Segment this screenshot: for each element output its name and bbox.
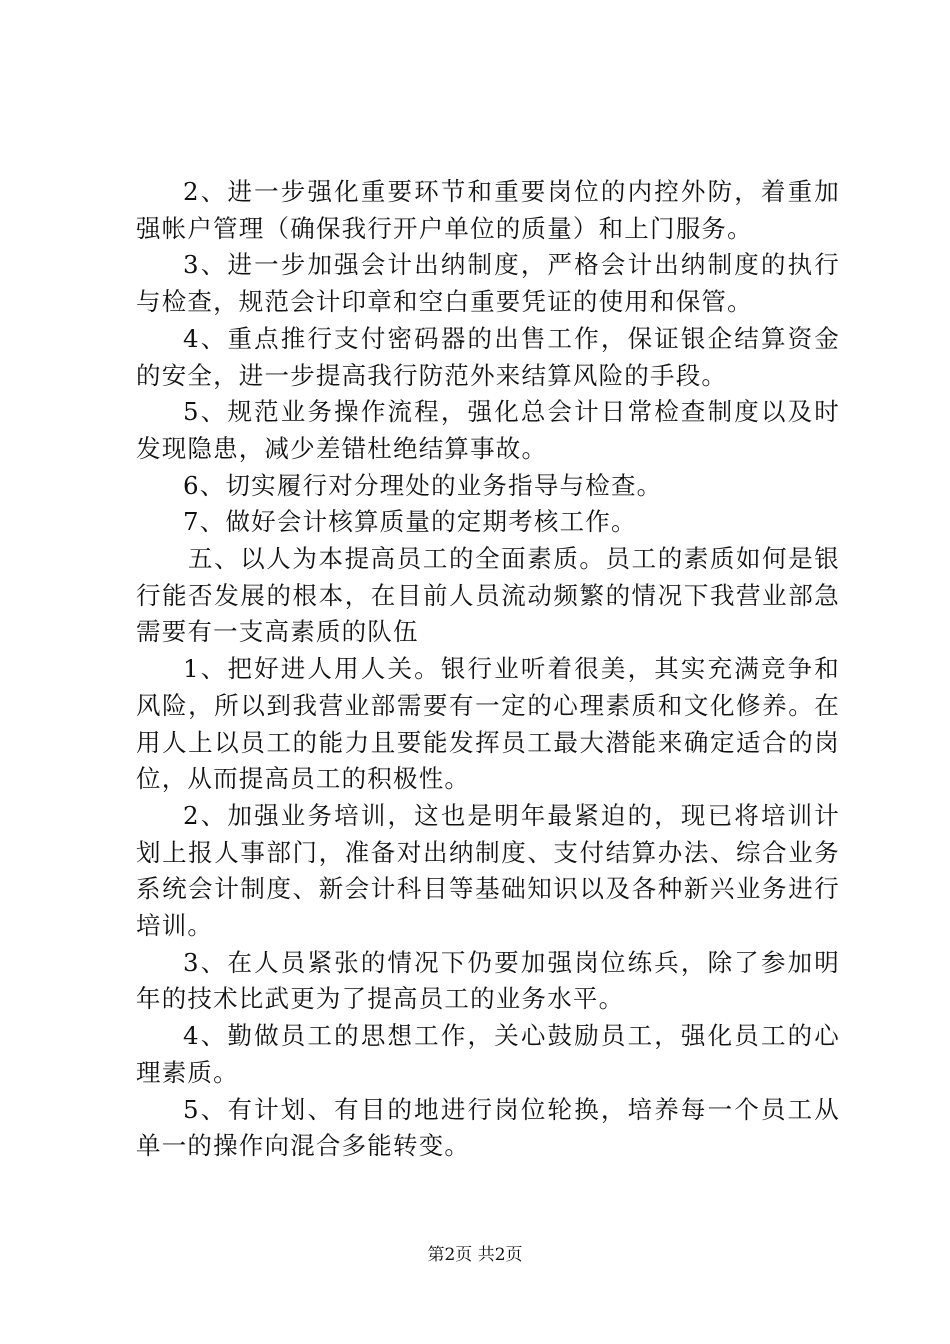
paragraph-item-7: 7、做好会计核算质量的定期考核工作。 [183,507,637,537]
paragraph-item-6: 6、切实履行对分理处的业务指导与检查。 [183,470,663,500]
paragraph-staff-2: 2、加强业务培训，这也是明年最紧迫的，现已将培训计划上报人事部门，准备对出纳制度、支付结算办法、综合业务系统会计制度、新会计科目等基础知识以及各种新兴业务进行培训。 [136,800,840,941]
page-number: 第2页 共2页 [427,1245,523,1265]
paragraph-staff-4: 4、勤做员工的思想工作，关心鼓励员工，强化员工的心理素质。 [136,1021,840,1087]
paragraph-item-4: 4、重点推行支付密码器的出售工作，保证银企结算资金的安全，进一步提高我行防范外来结算风险的手段。 [136,323,840,390]
page-footer [0,1243,950,1267]
paragraph-item-3: 3、进一步加强会计出纳制度，严格会计出纳制度的执行与检查，规范会计印章和空白重要凭证的使用和保管。 [136,250,840,317]
paragraph-item-5: 5、规范业务操作流程，强化总会计日常检查制度以及时发现隐患，减少差错杜绝结算事故。 [136,397,840,463]
paragraph-staff-5: 5、有计划、有目的地进行岗位轮换，培养每一个员工从单一的操作向混合多能转变。 [136,1094,840,1161]
paragraph-staff-1: 1、把好进人用人关。银行业听着很美，其实充满竞争和风险，所以到我营业部需要有一定的心理素质和文化修养。在用人上以员工的能力且要能发挥员工最大潜能来确定适合的岗位，从而提高员工的积极性。 [136,654,840,794]
document-body [136,174,840,1165]
paragraph-staff-3: 3、在人员紧张的情况下仍要加强岗位练兵，除了参加明年的技术比武更为了提高员工的业务水平。 [136,947,840,1014]
paragraph-item-2: 2、进一步强化重要环节和重要岗位的内控外防，着重加强帐户管理（确保我行开户单位的质量）和上门服务。 [136,177,840,243]
section-heading-five: 五、以人为本提高员工的全面素质。员工的素质如何是银行能否发展的根本，在目前人员流动频繁的情况下我营业部急需要有一支高素质的队伍 [136,544,840,647]
